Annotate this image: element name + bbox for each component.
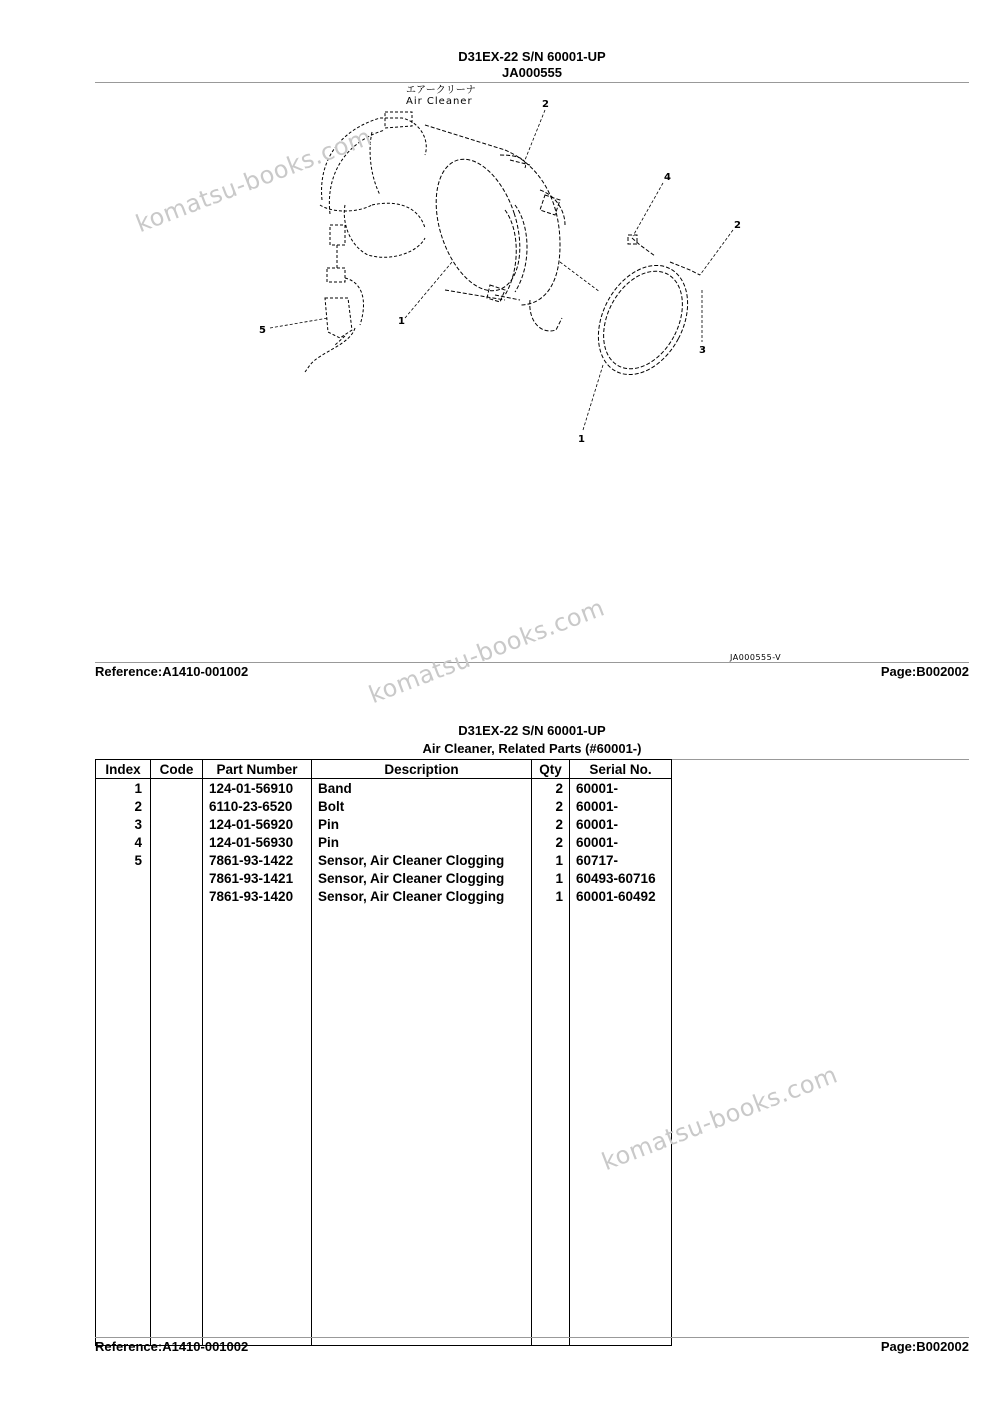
band-ring-drawing — [580, 235, 705, 390]
cell-part-number: 124-01-56910 — [203, 779, 312, 798]
cell-index: 5 — [96, 851, 151, 869]
cell-qty: 1 — [532, 851, 570, 869]
cell-serial: 60717- — [570, 851, 672, 869]
cell-serial: 60001-60492 — [570, 887, 672, 905]
cell-qty: 1 — [532, 869, 570, 887]
table-row — [96, 815, 672, 833]
table-row — [96, 833, 672, 851]
col-part-number: Part Number — [203, 760, 312, 779]
page2-header-rule — [670, 759, 969, 760]
drawing-code: JA000555-V — [730, 653, 782, 662]
cell-code — [151, 833, 203, 851]
callout-4: 4 — [664, 172, 671, 183]
cell-qty: 2 — [532, 797, 570, 815]
cell-code — [151, 779, 203, 798]
cell-qty: 2 — [532, 833, 570, 851]
page2-model-title: D31EX-22 S/N 60001-UP — [458, 723, 606, 738]
col-code: Code — [151, 760, 203, 779]
clogging-sensor-drawing — [305, 225, 364, 372]
cell-part-number: 7861-93-1420 — [203, 887, 312, 905]
cell-description: Band — [312, 779, 532, 798]
cell-serial: 60001- — [570, 833, 672, 851]
intake-hose-drawing — [320, 112, 426, 257]
cell-code — [151, 869, 203, 887]
callout-numbers — [259, 99, 741, 445]
table-row — [96, 869, 672, 887]
watermark-1: komatsu-books.com — [132, 122, 376, 239]
page1-model-title: D31EX-22 S/N 60001-UP — [458, 49, 606, 64]
page2-section-title: Air Cleaner, Related Parts (#60001-) — [422, 741, 642, 756]
cell-qty: 2 — [532, 779, 570, 798]
cell-description: Bolt — [312, 797, 532, 815]
cell-qty: 2 — [532, 815, 570, 833]
cell-code — [151, 815, 203, 833]
air-cleaner-exploded-diagram — [0, 83, 992, 663]
page2-reference: Reference:A1410-001002 — [95, 1339, 249, 1354]
table-empty-space — [96, 905, 672, 1346]
cell-qty: 1 — [532, 887, 570, 905]
col-index: Index — [96, 760, 151, 779]
parts-table-header — [96, 760, 672, 779]
cell-description: Sensor, Air Cleaner Clogging — [312, 851, 532, 869]
diagram-label-english: Air Cleaner — [406, 96, 473, 107]
page2-footer-rule — [95, 1337, 969, 1338]
cell-serial: 60001- — [570, 797, 672, 815]
cell-index: 4 — [96, 833, 151, 851]
callout-1-body: 1 — [398, 316, 405, 327]
watermark-3: komatsu-books.com — [598, 1060, 842, 1177]
cell-serial: 60001- — [570, 779, 672, 798]
cell-description: Pin — [312, 833, 532, 851]
callout-3: 3 — [699, 345, 706, 356]
diagram-label-japanese: エアークリーナ — [406, 85, 476, 96]
cell-code — [151, 887, 203, 905]
cell-index: 1 — [96, 779, 151, 798]
page2-page-number: Page:B002002 — [880, 1339, 969, 1354]
callout-2-top: 2 — [542, 99, 549, 110]
col-serial: Serial No. — [570, 760, 672, 779]
cell-part-number: 6110-23-6520 — [203, 797, 312, 815]
callout-5: 5 — [259, 325, 266, 336]
callout-leader-lines — [270, 110, 733, 430]
cell-code — [151, 851, 203, 869]
col-description: Description — [312, 760, 532, 779]
cell-part-number: 124-01-56920 — [203, 815, 312, 833]
cell-index: 2 — [96, 797, 151, 815]
cell-description: Sensor, Air Cleaner Clogging — [312, 869, 532, 887]
table-row — [96, 887, 672, 905]
watermark-2: komatsu-books.com — [365, 593, 609, 710]
col-qty: Qty — [532, 760, 570, 779]
cell-index — [96, 887, 151, 905]
table-row — [96, 797, 672, 815]
parts-table — [95, 759, 672, 1346]
cell-description: Sensor, Air Cleaner Clogging — [312, 887, 532, 905]
cell-serial: 60001- — [570, 815, 672, 833]
table-row — [96, 779, 672, 798]
table-row — [96, 851, 672, 869]
cell-code — [151, 797, 203, 815]
page1-reference: Reference:A1410-001002 — [95, 664, 249, 679]
cell-description: Pin — [312, 815, 532, 833]
air-cleaner-body-drawing — [421, 125, 565, 331]
callout-1-band: 1 — [578, 434, 585, 445]
page1-illustration-id: JA000555 — [502, 65, 562, 80]
cell-index: 3 — [96, 815, 151, 833]
callout-2-right: 2 — [734, 220, 741, 231]
cell-serial: 60493-60716 — [570, 869, 672, 887]
cell-part-number: 7861-93-1421 — [203, 869, 312, 887]
cell-part-number: 7861-93-1422 — [203, 851, 312, 869]
cell-part-number: 124-01-56930 — [203, 833, 312, 851]
page1-footer-rule — [95, 662, 969, 663]
cell-index — [96, 869, 151, 887]
page1-page-number: Page:B002002 — [880, 664, 969, 679]
